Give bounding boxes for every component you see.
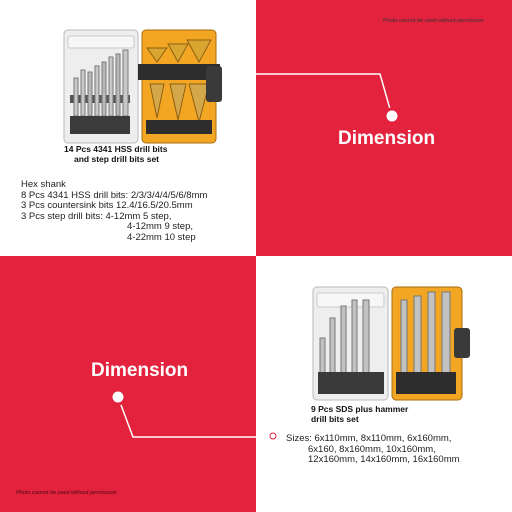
product-title-top-line2: and step drill bits set (74, 154, 160, 164)
spec-line: Sizes: 6x110mm, 8x110mm, 6x160mm, (286, 433, 452, 444)
product-title-top (64, 144, 224, 164)
spec-line: 4-22mm 10 step (127, 231, 196, 243)
connector-line-top (218, 74, 392, 116)
product-specs-bottom (286, 434, 460, 466)
connector-dot-bottom (270, 433, 276, 439)
product-title-bottom-line1: 9 Pcs SDS plus hammer (311, 404, 409, 414)
product-title-top-line1: 14 Pcs 4341 HSS drill bits (64, 144, 168, 154)
spec-line: 4-12mm 9 step, (127, 221, 193, 232)
spec-line: 3 Pcs step drill bits: 4-12mm 5 step, (21, 210, 172, 222)
drill-case-bottom (313, 287, 470, 400)
spec-line: 8 Pcs 4341 HSS drill bits: 2/3/3/4/4/5/6/8mm (21, 189, 208, 201)
permission-notice-top: Photo cannot be used without permission (383, 18, 484, 24)
dimension-label-bottom: Dimension (91, 360, 189, 381)
permission-notice-bottom: Photo cannot be used without permission (16, 490, 117, 496)
dimension-label-top: Dimension (338, 128, 436, 149)
spec-line: Hex shank (21, 179, 66, 190)
spec-line: 6x160, 8x160mm, 10x160mm, (308, 443, 436, 455)
product-title-bottom (311, 404, 471, 424)
connector-ring-bottom (111, 390, 125, 404)
connector-ring-top (385, 109, 399, 123)
connector-line-bottom (118, 397, 273, 437)
spec-line: 12x160mm, 14x160mm, 16x160mm (308, 454, 460, 465)
product-title-bottom-line2: drill bits set (311, 414, 359, 424)
drill-case-top (64, 30, 222, 143)
spec-line: 3 Pcs countersink bits 12.4/16.5/20.5mm (21, 200, 193, 211)
product-specs-top (21, 180, 207, 243)
